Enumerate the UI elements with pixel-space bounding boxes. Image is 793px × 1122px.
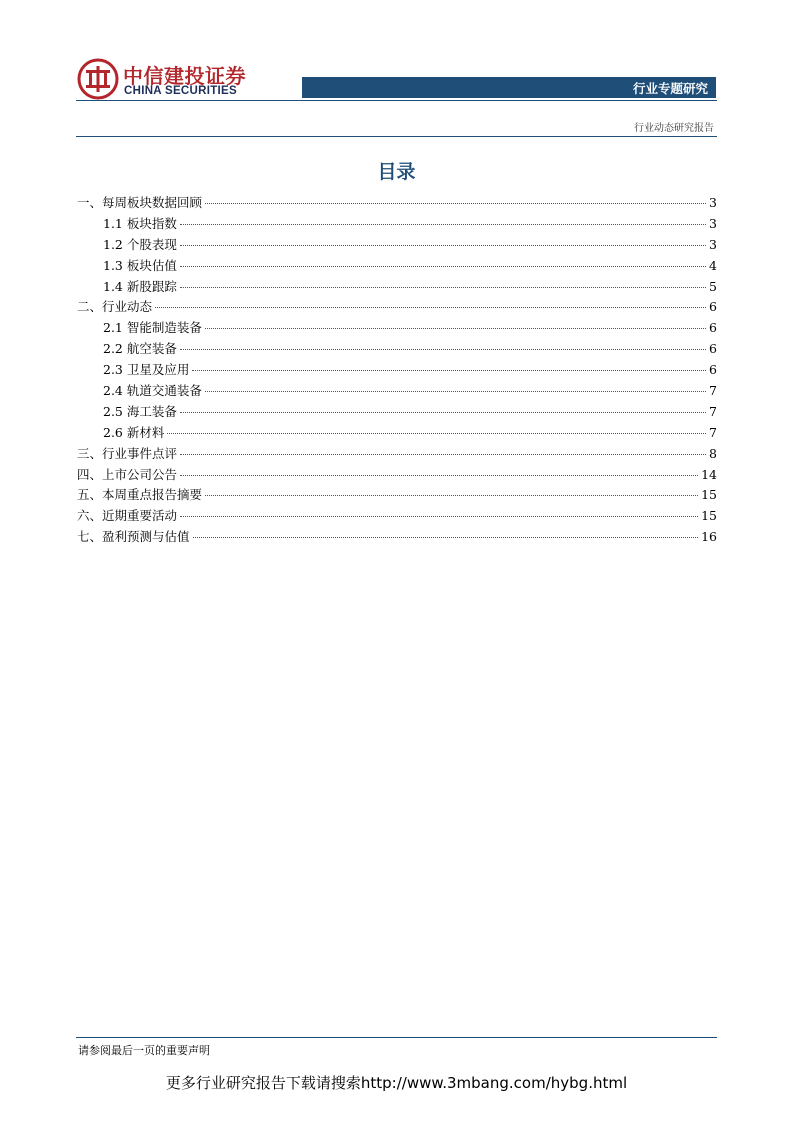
- toc-entry-label: 二、行业动态: [77, 299, 153, 315]
- toc-entry-label: 1.3 板块估值: [103, 257, 177, 273]
- download-notice: 更多行业研究报告下载请搜索http://www.3mbang.com/hybg.html: [165, 1074, 628, 1092]
- toc-entry-page: 4: [709, 257, 717, 273]
- toc-entry-label: 2.2 航空装备: [103, 341, 177, 357]
- toc-leader-dots: [192, 370, 706, 371]
- toc-entry-label: 1.2 个股表现: [103, 236, 177, 252]
- toc-entry-page: 3: [709, 236, 717, 252]
- toc-entry-page: 15: [701, 487, 717, 503]
- subheader-divider: [76, 136, 717, 137]
- toc-entry-label: 2.3 卫星及应用: [103, 362, 190, 378]
- toc-entry-label: 1.4 新股跟踪: [103, 278, 177, 294]
- toc-entry[interactable]: [77, 527, 717, 548]
- toc-entry-page: 6: [709, 362, 717, 378]
- toc-leader-dots: [205, 203, 706, 204]
- toc-leader-dots: [180, 266, 706, 267]
- china-securities-logo-icon: [77, 58, 119, 100]
- toc-entry-label: 2.5 海工装备: [103, 403, 177, 419]
- toc-entry[interactable]: [77, 214, 717, 235]
- company-logo: [77, 58, 252, 100]
- logo-chinese-name: 中信建投证券: [123, 64, 246, 88]
- toc-entry-label: 1.1 板块指数: [103, 215, 177, 231]
- header-divider: [76, 100, 717, 101]
- toc-leader-dots: [180, 349, 706, 350]
- toc-entry-page: 15: [701, 508, 717, 524]
- toc-entry-page: 16: [701, 529, 717, 545]
- section-label: 行业专题研究: [632, 81, 708, 96]
- toc-entry-page: 6: [709, 320, 717, 336]
- toc-entry[interactable]: [77, 423, 717, 444]
- toc-entry-page: 7: [709, 383, 717, 399]
- toc-entry-label: 2.1 智能制造装备: [103, 320, 202, 336]
- toc-entry-page: 6: [709, 341, 717, 357]
- toc-leader-dots: [167, 433, 706, 434]
- toc-leader-dots: [180, 475, 698, 476]
- toc-entry-label: 三、行业事件点评: [77, 445, 178, 461]
- toc-entry[interactable]: [77, 381, 717, 402]
- toc-entry[interactable]: [77, 485, 717, 506]
- toc-entry[interactable]: [77, 318, 717, 339]
- toc-entry-page: 5: [709, 278, 717, 294]
- footer-divider: [76, 1037, 717, 1038]
- toc-entry-page: 8: [709, 445, 717, 461]
- toc-leader-dots: [155, 307, 706, 308]
- toc-entry-page: 7: [709, 403, 717, 419]
- toc-leader-dots: [205, 495, 698, 496]
- toc-entry-page: 14: [701, 466, 717, 482]
- toc-leader-dots: [180, 287, 706, 288]
- toc-entry[interactable]: [77, 277, 717, 298]
- toc-leader-dots: [180, 245, 706, 246]
- toc-entry-page: 6: [709, 299, 717, 315]
- toc-leader-dots: [180, 224, 706, 225]
- toc-entry[interactable]: [77, 360, 717, 381]
- toc-entry-label: 四、上市公司公告: [77, 466, 178, 482]
- toc-entry-page: 3: [709, 215, 717, 231]
- toc-entry[interactable]: [77, 339, 717, 360]
- toc-entry[interactable]: [77, 465, 717, 486]
- header-bar: [302, 77, 716, 98]
- toc-leader-dots: [180, 412, 706, 413]
- toc-leader-dots: [205, 391, 706, 392]
- toc-entry-label: 六、近期重要活动: [77, 508, 178, 524]
- toc-entry[interactable]: [77, 444, 717, 465]
- toc-entry[interactable]: [77, 297, 717, 318]
- toc-entry[interactable]: [77, 506, 717, 527]
- report-type: 行业动态研究报告: [634, 123, 714, 134]
- toc-entry-page: 7: [709, 424, 717, 440]
- toc-entry[interactable]: [77, 193, 717, 214]
- toc-leader-dots: [193, 537, 699, 538]
- toc-entry[interactable]: [77, 235, 717, 256]
- toc-title: 目录: [377, 161, 416, 183]
- toc-entry-label: 一、每周板块数据回顾: [77, 195, 203, 210]
- toc-entry-label: 五、本周重点报告摘要: [77, 487, 203, 503]
- table-of-contents: [77, 193, 717, 548]
- footer-disclaimer: 请参阅最后一页的重要声明: [78, 1044, 210, 1057]
- toc-entry-label: 2.6 新材料: [103, 424, 165, 440]
- toc-leader-dots: [205, 328, 706, 329]
- toc-leader-dots: [180, 516, 698, 517]
- logo-english-name: CHINA SECURITIES: [124, 85, 237, 97]
- toc-entry-label: 2.4 轨道交通装备: [103, 383, 202, 399]
- toc-leader-dots: [180, 454, 706, 455]
- toc-entry[interactable]: [77, 402, 717, 423]
- toc-entry-page: 3: [709, 195, 717, 210]
- toc-entry-label: 七、盈利预测与估值: [77, 529, 190, 545]
- toc-entry[interactable]: [77, 256, 717, 277]
